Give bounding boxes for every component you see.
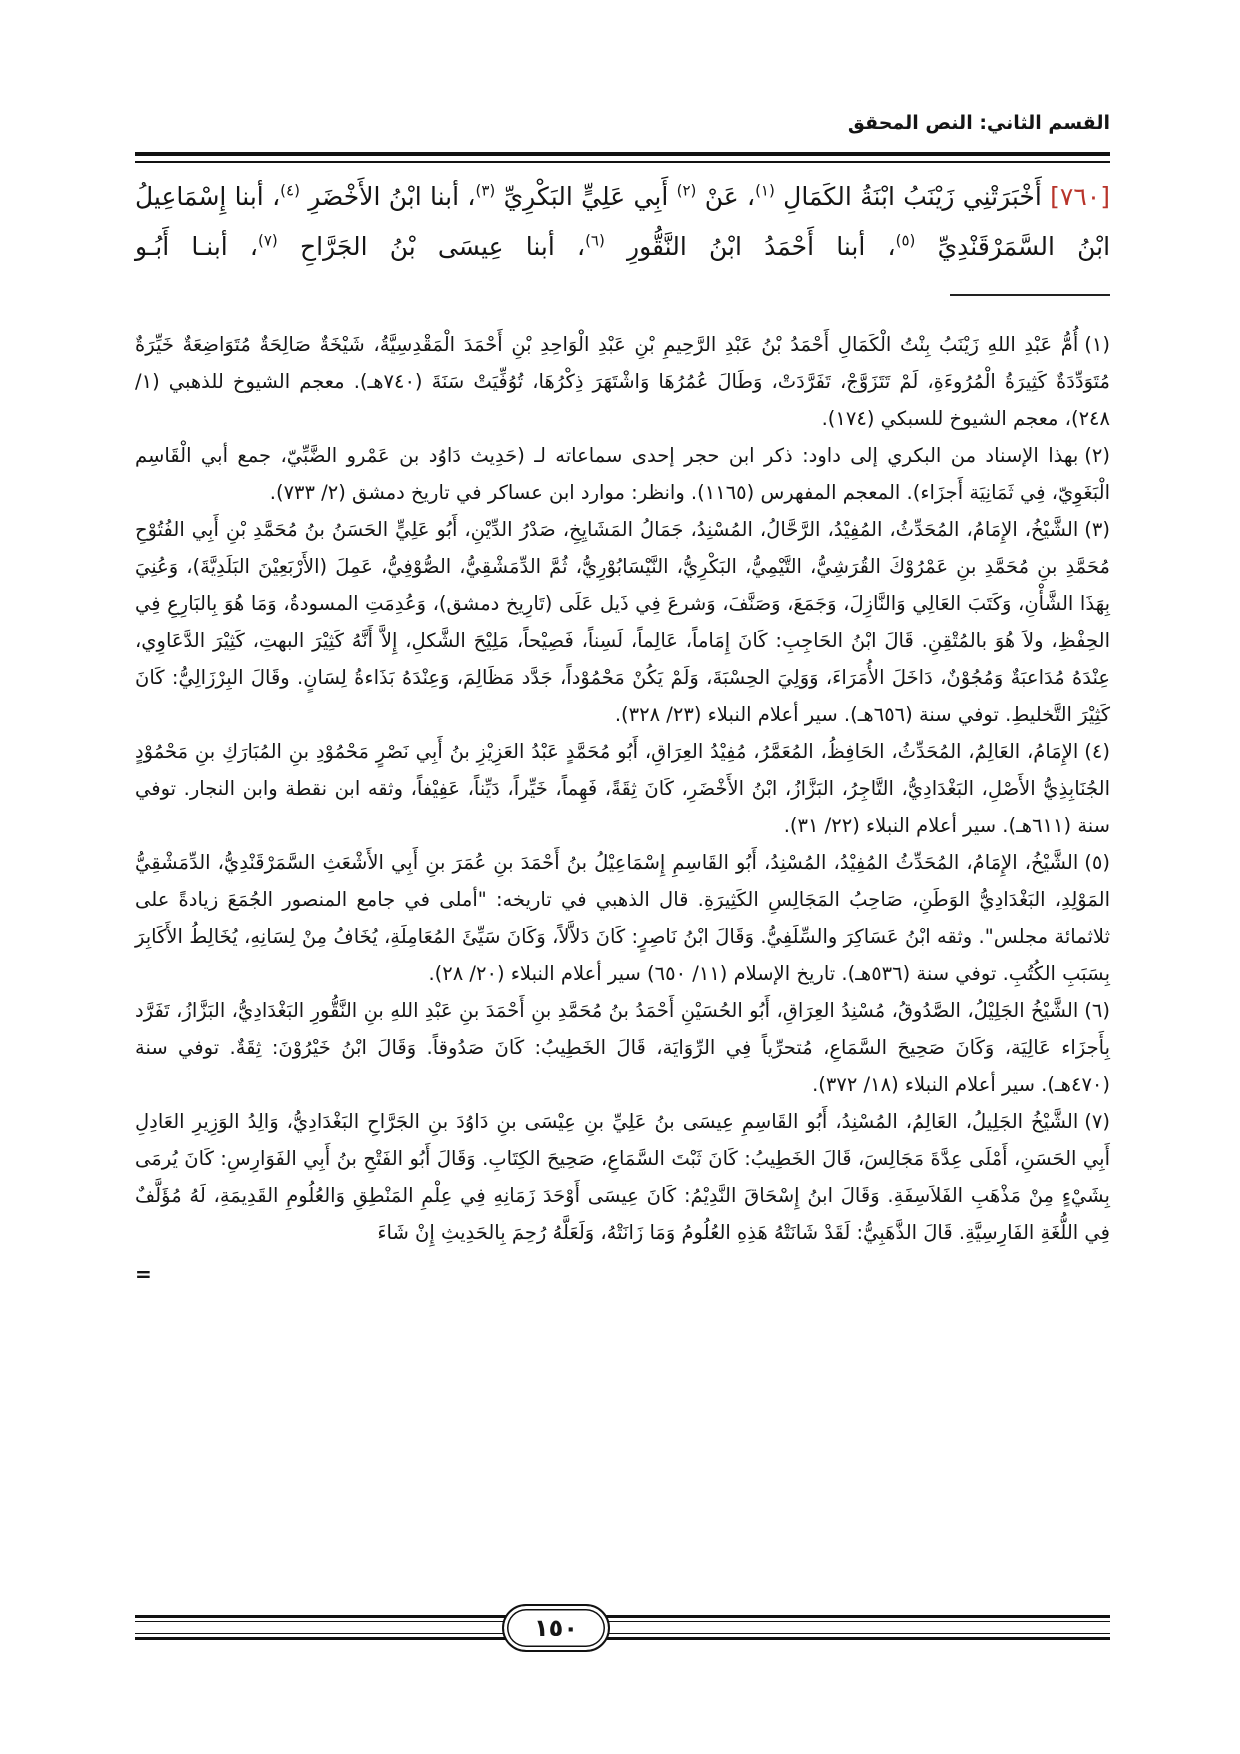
footnote-number: (١) xyxy=(1084,333,1110,356)
section-title: القسم الثاني: النص المحقق xyxy=(847,112,1110,134)
main-text-part: ، أبنا ابْنُ الأَخْضَرِ xyxy=(308,182,476,211)
footnote-4 xyxy=(135,733,1110,844)
footnote-number: (٦) xyxy=(1084,999,1110,1022)
entry-number: [٧٦٠] xyxy=(1050,182,1110,211)
footnote-number: (٥) xyxy=(1084,851,1110,874)
footnote-5 xyxy=(135,844,1110,992)
main-text-part: ، أبنا إِسْمَاعِيلُ ابْنُ السَّمَرْقَنْدِيِّ xyxy=(135,182,1111,261)
footnote-3 xyxy=(135,511,1110,733)
footer-rule xyxy=(135,1637,1110,1640)
footnote-text: الشَّيْخُ الجَلِيْلُ، الصَّدُوقُ، مُسْنِدُ العِرَاقِ، أَبُو الحُسَيْنِ أَحْمَدُ بنُ مُحَمَّدِ بنِ أَحْمَدَ بنِ عَبْدِ اللهِ بنِ النَّقُّورِ البَغْدَادِيُّ، البَزَّازُ، تَفَرَّد بِأَجزَاء عَالِيَة، وَكَانَ صَحِيحَ السَّمَاعِ، مُتحرِّياً فِي الرِّوَايَة، قَالَ الخَطِيبُ: كَانَ صَدُوقاً. وَقَالَ ابْنُ خَيْرُوْنَ: ثِقَةٌ. توفي سنة (٤٧٠هـ). سير أعلام النبلاء (١٨/ ٣٧٢). xyxy=(135,999,1110,1096)
continuation-mark: = xyxy=(135,1262,152,1286)
footer-rule xyxy=(135,1615,1110,1618)
footnote-ref: (٢) xyxy=(676,181,697,200)
main-text xyxy=(135,172,1110,272)
footnote-number: (٢) xyxy=(1084,444,1110,467)
footnote-ref: (٥) xyxy=(895,231,916,250)
main-text-part: ، أبنا أَحْمَدُ ابْنُ النَّقُّورِ xyxy=(627,232,896,261)
footnote-2 xyxy=(135,437,1110,511)
footnote-text: بهذا الإسناد من البكري إلى داود: ذكر ابن حجر إحدى سماعاته لـ (حَدِيث دَاوُد بن عَمْرو الضَّبِّيّ، جمع أبي الْقَاسِم الْبَغَوِيّ، فِي ثَمَانِيَة أَجزَاء). المعجم المفهرس (١١٦٥). وانظر: موارد ابن عساكر في تاريخ دمشق (٢/ ٧٣٣). xyxy=(135,444,1110,504)
footnote-ref: (١) xyxy=(755,181,775,200)
page-number: ١٥٠ xyxy=(534,1614,578,1642)
footnote-text: الشَّيْخُ، الإِمَامُ، المُحَدِّثُ المُفِيْدُ، المُسْنِدُ، أَبُو القَاسِمِ إِسْمَاعِيْلُ بنُ أَحْمَدَ بنِ عُمَرَ بنِ أَبِي الأَشْعَثِ السَّمَرْقَنْدِيُّ، الدِّمَشْقِيُّ المَوْلِدِ، البَغْدَادِيُّ الوَطَنِ، صَاحِبُ المَجَالِسِ الكَثِيرَةِ. قال الذهبي في تاريخه: "أملى في جامع المنصور الجُمَعَ زيادةً على ثلاثمائة مجلس". وثقه ابْنُ عَسَاكِرَ والسِّلَفِيُّ. وَقَالَ ابْنُ نَاصِرٍ: كَانَ دَلاَّلاً، وَكَانَ سَيِّئَ المُعَامِلَةِ، يُخَافُ مِنْ لِسَانِهِ، يُخَالِطُ الأَكَابِرَ بِسَبَبِ الكُتُبِ. توفي سنة (٥٣٦هـ). تاريخ الإسلام (١١/ ٦٥٠) سير أعلام النبلاء (٢٠/ ٢٨). xyxy=(135,851,1110,985)
main-text-part: ، أبنـا أَبُـو xyxy=(135,232,258,261)
footnote-separator xyxy=(950,294,1110,296)
footnote-ref: (٣) xyxy=(475,181,496,200)
main-text-part: ، عَنْ xyxy=(704,182,756,211)
main-text-part: أَخْبَرَتْنِي زَيْنَبُ ابْنَةُ الكَمَالِ xyxy=(783,182,1042,211)
header-rule-thin xyxy=(135,161,1110,163)
footer-rule xyxy=(135,1621,1110,1622)
header-rule-thick xyxy=(135,152,1110,156)
footnote-text: أُمُّ عَبْدِ اللهِ زَيْنَبُ بِنْتُ الْكَمَالِ أَحْمَدُ بْنُ عَبْدِ الرَّحِيمِ بْنِ عَبْدِ الْوَاحِدِ بْنِ أَحْمَدَ الْمَقْدِسِيَّةُ، شَيْخَةٌ صَالِحَةٌ مُتَوَاضِعَةٌ خَيِّرَةٌ مُتَوَدِّدَةٌ كَثِيرَةُ الْمُرُوءَةِ، لَمْ تَتَزَوَّجْ، تَفَرَّدَتْ، وَطَالَ عُمُرُهَا وَاشْتَهَرَ ذِكْرُهَا، تُوُفِّيَتْ سَنَةَ (٧٤٠هـ). معجم الشيوخ للذهبي (١/ ٢٤٨)، معجم الشيوخ للسبكي (١٧٤). xyxy=(135,333,1110,430)
footnote-text: الشَّيْخُ الجَلِيلُ، العَالِمُ، المُسْنِدُ، أَبُو القَاسِمِ عِيسَى بنُ عَلِيِّ بنِ عِيْسَى بنِ دَاوُدَ بنِ الجَرَّاحِ البَغْدَادِيُّ، وَالِدُ الوَزِيرِ العَادِلِ أَبِي الحَسَنِ، أَمْلَى عِدَّةَ مَجَالِسَ، قَالَ الخَطِيبُ: كَانَ ثَبْتَ السَّمَاعِ، صَحِيحَ الكِتَابِ. وَقَالَ أَبُو الفَتْحِ بنُ أَبِي الفَوَارِسِ: كَانَ يُرمَى بِشَيْءٍ مِنْ مَذْهَبِ الفَلاَسِفَةِ. وَقَالَ ابنُ إِسْحَاقَ النَّدِيْمُ: كَانَ عِيسَى أَوْحَدَ زَمَانِهِ فِي عِلْمِ المَنْطِقِ وَالعُلُومِ القَدِيمَةِ، لَهُ مُؤَلَّفٌ فِي اللُّغَةِ الفَارِسِيَّةِ. قَالَ الذَّهَبِيُّ: لَقَدْ شَانَتْهُ هَذِهِ العُلُومُ وَمَا زَانَتْهُ، وَلَعَلَّهُ رُحِمَ بِالحَدِيثِ إِنْ شَاءَ xyxy=(135,1110,1110,1244)
footnote-number: (٧) xyxy=(1084,1110,1110,1133)
footnote-ref: (٧) xyxy=(258,231,278,250)
footnote-text: الشَّيْخُ، الإِمَامُ، المُحَدِّثُ، المُفِيْدُ، الرَّحَّالُ، المُسْنِدُ، جَمَالُ المَشَايِخِ، صَدْرُ الدِّيْنِ، أَبُو عَلِيٍّ الحَسَنُ بنُ مُحَمَّدِ بْنِ أَبِي الفُتُوْحِ مُحَمَّدِ بنِ مُحَمَّدِ بنِ عَمْرُوْكَ القُرَشِيُّ، التَّيْمِيُّ، البَكْرِيُّ، النَّيْسَابُوْرِيُّ، ثُمَّ الدِّمَشْقِيُّ، الصُّوْفِيُّ، عَمِلَ (الأَرْبَعِيْنَ البَلَدِيَّةَ)، وَعُنِيَ بِهَذَا الشَّأْنِ، وَكَتَبَ العَالِي وَالنَّازِلَ، وَجَمَعَ، وَصَنَّفَ، وَشرعَ فِي ذَيل عَلَى (تَارِيخ دمشق)، وَعُدِمَتِ المسودةُ، وَمَا هُوَ بِالبَارِعِ فِي الحِفْظِ، ولاَ هُوَ بالمُتْقِنِ. قَالَ ابْنُ الحَاجِبِ: كَانَ إِمَاماً، عَالِماً، لَسِناً، فَصِيْحاً، مَلِيْحَ الشَّكلِ، إِلاَّ أَنَّهُ كَثِيْرَ البهتِ، كَثِيْرَ الدَّعَاوِي، عِنْدَهُ مُدَاعبَةٌ وَمُجُوْنٌ، دَاخَلَ الأُمَرَاءَ، وَوَلِيَ الحِسْبَةَ، وَلَمْ يَكُنْ مَحْمُوْداً، جَدَّد مَظَالِمَ، وَعِنْدَهُ بَذَاءةُ لِسَانٍ. وقَالَ البِرْزَالِيُّ: كَانَ كَثِيْرَ التَّخليطِ. توفي سنة (٦٥٦هـ). سير أعلام النبلاء (٢٣/ ٣٢٨). xyxy=(135,518,1110,726)
footnote-1 xyxy=(135,326,1110,437)
main-text-part: ، أبنا عِيسَى بْنُ الجَرَّاحِ xyxy=(299,232,586,261)
footnote-number: (٤) xyxy=(1084,740,1110,763)
footnote-7 xyxy=(135,1103,1110,1251)
footer-rule xyxy=(135,1633,1110,1634)
page-content xyxy=(135,172,1110,1291)
footnote-text: الإِمَامُ، العَالِمُ، المُحَدِّثُ، الحَافِظُ، المُعَمَّرُ، مُفِيْدُ العِرَاقِ، أَبُو مُحَمَّدٍ عَبْدُ العَزِيْزِ بنُ أَبِي نَصْرٍ مَحْمُوْدِ بنِ المُبَارَكِ بنِ مَحْمُوْدٍ الجُنَابِذِيُّ الأَصْلِ، البَغْدَادِيُّ، التَّاجِرُ، البَزَّازُ، ابْنُ الأَخْضَرِ، كَانَ ثِقَةً، فَهِماً، خَيِّراً، دَيِّناً، عَفِيْفاً، وثقه ابن نقطة وابن النجار. توفي سنة (٦١١هـ). سير أعلام النبلاء (٢٢/ ٣١). xyxy=(135,740,1110,837)
page-number-frame xyxy=(502,1604,610,1652)
main-text-part: أَبِي عَلِيٍّ البَكْرِيِّ xyxy=(503,182,669,211)
footnote-number: (٣) xyxy=(1084,518,1110,541)
footnote-ref: (٦) xyxy=(585,231,605,250)
footnote-ref: (٤) xyxy=(280,181,300,200)
footnote-6 xyxy=(135,992,1110,1103)
footnotes xyxy=(135,326,1110,1251)
